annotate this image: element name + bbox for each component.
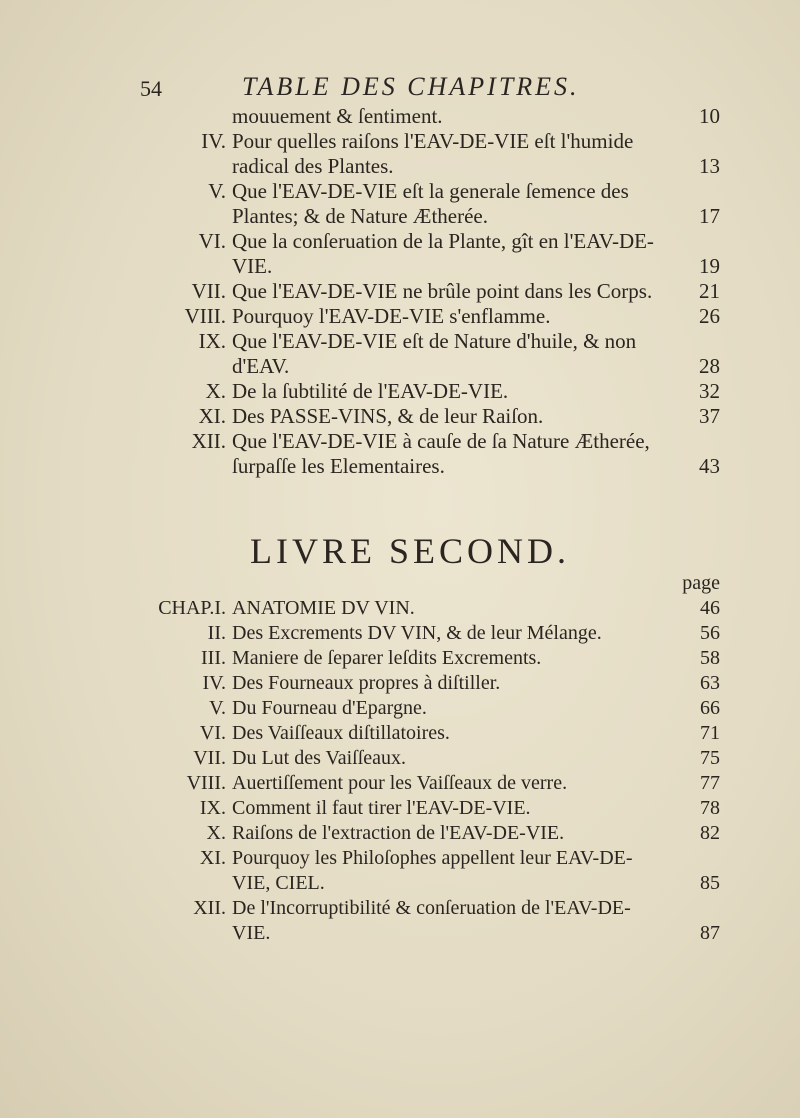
chapter-number: V. bbox=[209, 697, 226, 719]
chapter-title: De la ſubtilité de l'EAV-DE-VIE. bbox=[232, 379, 509, 403]
toc-entry bbox=[140, 329, 720, 379]
toc-entry bbox=[140, 771, 720, 796]
chapter-page: 19 bbox=[699, 254, 720, 278]
chapter-number: VII. bbox=[193, 747, 226, 769]
chapter-number: VI. bbox=[198, 229, 226, 253]
chapter-title: Pourquoy l'EAV-DE-VIE s'enflamme. bbox=[232, 304, 551, 328]
toc-entry bbox=[140, 746, 720, 771]
toc-part-1 bbox=[140, 104, 720, 479]
chapter-title: Maniere de ſeparer leſdits Excrements. bbox=[232, 647, 542, 669]
chapter-page: 66 bbox=[700, 697, 720, 719]
chapter-number: CHAP.I. bbox=[158, 597, 226, 619]
chapter-page: 10 bbox=[699, 104, 720, 128]
toc-part-2 bbox=[140, 572, 720, 946]
chapter-page: 58 bbox=[700, 647, 720, 669]
chapter-page: 56 bbox=[700, 622, 720, 644]
page-number: 54 bbox=[140, 76, 162, 101]
chapter-page: 77 bbox=[700, 772, 720, 794]
chapter-number: VIII. bbox=[184, 304, 226, 328]
chapter-title: Raiſons de l'extraction de l'EAV-DE-VIE. bbox=[232, 822, 565, 844]
chapter-page: page 46 bbox=[682, 572, 720, 619]
chapter-number: XII. bbox=[193, 897, 226, 919]
toc-entry bbox=[140, 104, 720, 129]
chapter-page: 37 bbox=[699, 404, 720, 428]
chapter-number: II. bbox=[207, 622, 226, 644]
toc-entry bbox=[140, 279, 720, 304]
chapter-number: III. bbox=[201, 647, 226, 669]
chapter-title: Auertiſſement pour les Vaiſſeaux de verre. bbox=[232, 772, 568, 794]
chapter-number: IX. bbox=[198, 329, 226, 353]
chapter-number: VII. bbox=[191, 279, 226, 303]
chapter-page: 26 bbox=[699, 304, 720, 328]
toc-entry bbox=[140, 404, 720, 429]
chapter-page: 21 bbox=[699, 279, 720, 303]
chapter-title: Du Lut des Vaiſſeaux. bbox=[232, 747, 407, 769]
chapter-title: Que l'EAV-DE-VIE eſt la generale ſemence des Plantes; & de Nature Ætherée. bbox=[232, 179, 629, 228]
page-header bbox=[140, 72, 700, 106]
chapter-number: VI. bbox=[199, 722, 226, 744]
chapter-title: Des Excrements DV VIN, & de leur Mélange. bbox=[232, 622, 602, 644]
chapter-number: X. bbox=[205, 379, 226, 403]
chapter-title: Que l'EAV-DE-VIE ne brûle point dans les Corps. bbox=[232, 279, 653, 303]
chapter-number: X. bbox=[206, 822, 226, 844]
toc-entry bbox=[140, 429, 720, 479]
toc-entry bbox=[140, 304, 720, 329]
chapter-number: IV. bbox=[201, 129, 226, 153]
toc-entry bbox=[140, 621, 720, 646]
toc-entry bbox=[140, 846, 720, 896]
chapter-title: Des Fourneaux propres à diſtiller. bbox=[232, 672, 501, 694]
chapter-number: IV. bbox=[202, 672, 226, 694]
chapter-page: 63 bbox=[700, 672, 720, 694]
chapter-page: 85 bbox=[700, 872, 720, 894]
chapter-title: Que la conſeruation de la Plante, gît en l'EAV-DE-VIE. bbox=[232, 229, 654, 278]
chapter-number: VIII. bbox=[186, 772, 226, 794]
toc-entry bbox=[140, 572, 720, 621]
chapter-page: 78 bbox=[700, 797, 720, 819]
chapter-page: 82 bbox=[700, 822, 720, 844]
chapter-title: Des PASSE-VINS, & de leur Raiſon. bbox=[232, 404, 544, 428]
toc-entry bbox=[140, 646, 720, 671]
toc-entry bbox=[140, 671, 720, 696]
toc-entry bbox=[140, 896, 720, 946]
toc-entry bbox=[140, 129, 720, 179]
chapter-number: XI. bbox=[199, 847, 226, 869]
chapter-page: 43 bbox=[699, 454, 720, 478]
chapter-title: Que l'EAV-DE-VIE eſt de Nature d'huile, & non d'EAV. bbox=[232, 329, 637, 378]
toc-entry bbox=[140, 379, 720, 404]
chapter-number: XII. bbox=[191, 429, 226, 453]
chapter-page: 71 bbox=[700, 722, 720, 744]
toc-entry bbox=[140, 721, 720, 746]
chapter-title: Comment il faut tirer l'EAV-DE-VIE. bbox=[232, 797, 531, 819]
chapter-page: 87 bbox=[700, 922, 720, 944]
toc-entry bbox=[140, 796, 720, 821]
chapter-number: V. bbox=[208, 179, 226, 203]
chapter-number: IX. bbox=[199, 797, 226, 819]
chapter-title: Que l'EAV-DE-VIE à cauſe de ſa Nature Ætherée, ſurpaſſe les Elementaires. bbox=[232, 429, 650, 478]
chapter-title: De l'Incorruptibilité & conſeruation de l'EAV-DE-VIE. bbox=[232, 897, 631, 944]
chapter-title: Des Vaiſſeaux diſtillatoires. bbox=[232, 722, 450, 744]
chapter-page: 28 bbox=[699, 354, 720, 378]
chapter-page: 17 bbox=[699, 204, 720, 228]
toc-entry bbox=[140, 179, 720, 229]
running-title: TABLE DES CHAPITRES. bbox=[242, 72, 580, 101]
chapter-title: mouuement & ſentiment. bbox=[232, 104, 443, 128]
chapter-page: 13 bbox=[699, 154, 720, 178]
chapter-number: XI. bbox=[198, 404, 226, 428]
chapter-title: Du Fourneau d'Epargne. bbox=[232, 697, 427, 719]
chapter-title: Pour quelles raiſons l'EAV-DE-VIE eſt l'humide radical des Plantes. bbox=[232, 129, 634, 178]
chapter-page: 32 bbox=[699, 379, 720, 403]
toc-entry bbox=[140, 821, 720, 846]
chapter-title: Pourquoy les Philoſophes appellent leur EAV-DE-VIE, CIEL. bbox=[232, 847, 633, 894]
book-title: LIVRE SECOND. bbox=[250, 531, 570, 571]
chapter-title: ANATOMIE DV VIN. bbox=[232, 597, 415, 619]
toc-entry bbox=[140, 229, 720, 279]
chapter-page: 75 bbox=[700, 747, 720, 769]
toc-entry bbox=[140, 696, 720, 721]
